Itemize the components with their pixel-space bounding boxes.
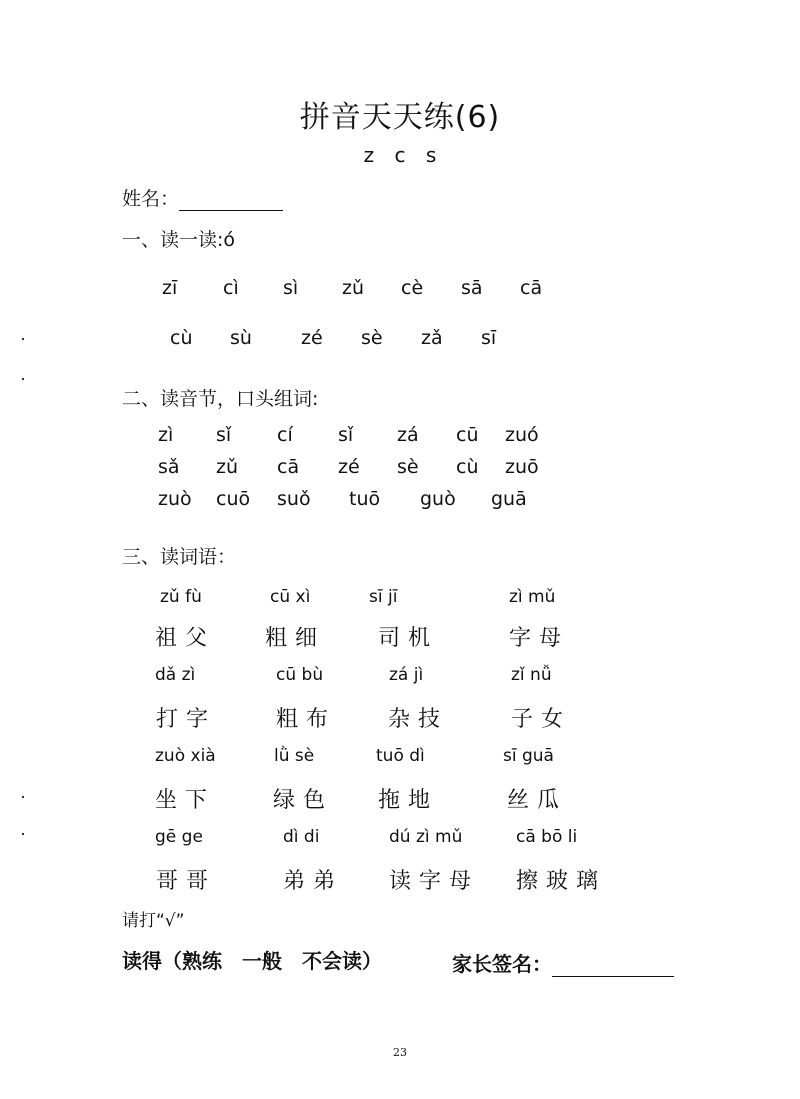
word-hanzi: 弟弟 bbox=[283, 869, 344, 894]
word-pinyin: dì di bbox=[283, 827, 320, 847]
word-hanzi: 丝瓜 bbox=[507, 788, 568, 813]
word-pinyin: cā bō li bbox=[516, 827, 578, 847]
word-pinyin: sī guā bbox=[503, 746, 554, 766]
name-blank-line[interactable] bbox=[179, 190, 283, 211]
read-level-label: 读得（熟练 一般 不会读） bbox=[122, 949, 382, 973]
syllable: zé bbox=[301, 327, 323, 349]
syllable: sī bbox=[481, 327, 497, 349]
word-pinyin: zá jì bbox=[389, 665, 424, 685]
syllable: tuō bbox=[349, 488, 381, 510]
scan-mark bbox=[22, 796, 24, 798]
syllable: cè bbox=[401, 277, 424, 299]
word-hanzi: 司机 bbox=[378, 626, 439, 651]
check-prompt: 请打“√” bbox=[122, 911, 185, 931]
word-pinyin: sī jī bbox=[369, 587, 398, 607]
syllable: cì bbox=[223, 277, 239, 299]
syllable: sǎ bbox=[158, 456, 180, 478]
word-pinyin: dǎ zì bbox=[155, 665, 196, 685]
section1-heading: 一、读一读:ó bbox=[122, 229, 236, 251]
parent-signature bbox=[452, 948, 674, 977]
scan-mark bbox=[22, 833, 24, 835]
syllable: sǐ bbox=[338, 424, 354, 446]
syllable: cí bbox=[277, 424, 293, 446]
syllable: cā bbox=[277, 456, 300, 478]
page-title: 拼音天天练(6) bbox=[299, 100, 501, 135]
word-pinyin: zǐ nǚ bbox=[511, 665, 552, 685]
syllable: sā bbox=[461, 277, 483, 299]
syllable: sǐ bbox=[216, 424, 232, 446]
name-field bbox=[122, 184, 283, 211]
word-hanzi: 擦玻璃 bbox=[516, 869, 607, 894]
word-hanzi: 字母 bbox=[509, 626, 570, 651]
page-subtitle: z c s bbox=[363, 143, 437, 167]
word-pinyin: cū xì bbox=[270, 587, 311, 607]
parent-signature-label: 家长签名： bbox=[452, 952, 552, 976]
syllable: sù bbox=[230, 327, 252, 349]
section3-heading: 三、读词语： bbox=[122, 546, 237, 568]
word-pinyin: dú zì mǔ bbox=[389, 827, 463, 847]
word-pinyin: zuò xià bbox=[155, 746, 216, 766]
word-hanzi: 祖父 bbox=[155, 626, 216, 651]
page-number: 23 bbox=[393, 1046, 407, 1059]
syllable: zǎ bbox=[421, 327, 443, 349]
word-hanzi: 子女 bbox=[511, 707, 572, 732]
syllable: zuò bbox=[158, 488, 192, 510]
word-hanzi: 坐下 bbox=[155, 788, 216, 813]
syllable: sè bbox=[397, 456, 419, 478]
syllable: sì bbox=[283, 277, 299, 299]
word-hanzi: 粗布 bbox=[276, 707, 337, 732]
scan-mark bbox=[22, 378, 24, 380]
syllable: zǔ bbox=[342, 277, 365, 299]
scan-mark bbox=[22, 338, 24, 340]
word-hanzi: 拖地 bbox=[378, 788, 439, 813]
syllable: zǔ bbox=[216, 456, 239, 478]
name-label: 姓名： bbox=[122, 188, 180, 210]
word-pinyin: lǜ sè bbox=[274, 746, 315, 766]
syllable: cuō bbox=[216, 488, 251, 510]
syllable: zuō bbox=[505, 456, 539, 478]
word-pinyin: zì mǔ bbox=[509, 587, 556, 607]
word-hanzi: 读字母 bbox=[389, 869, 480, 894]
word-hanzi: 打字 bbox=[156, 707, 217, 732]
word-hanzi: 杂技 bbox=[388, 707, 449, 732]
word-pinyin: cū bù bbox=[276, 665, 324, 685]
word-hanzi: 粗细 bbox=[265, 626, 326, 651]
syllable: cū bbox=[456, 424, 479, 446]
syllable: guò bbox=[420, 488, 456, 510]
syllable: cù bbox=[170, 327, 193, 349]
word-pinyin: gē ge bbox=[155, 827, 203, 847]
word-hanzi: 哥哥 bbox=[156, 869, 217, 894]
syllable: guā bbox=[491, 488, 527, 510]
syllable: zé bbox=[338, 456, 360, 478]
word-pinyin: zǔ fù bbox=[160, 587, 202, 607]
syllable: zì bbox=[158, 424, 174, 446]
syllable: zuó bbox=[505, 424, 539, 446]
syllable: cā bbox=[520, 277, 543, 299]
syllable: suǒ bbox=[277, 488, 311, 510]
syllable: zī bbox=[162, 277, 178, 299]
syllable: cù bbox=[456, 456, 479, 478]
syllable: sè bbox=[361, 327, 383, 349]
word-pinyin: tuō dì bbox=[376, 746, 425, 766]
section2-heading: 二、读音节，口头组词: bbox=[122, 388, 319, 410]
parent-signature-blank-line[interactable] bbox=[552, 956, 674, 977]
word-hanzi: 绿色 bbox=[273, 788, 334, 813]
syllable: zá bbox=[397, 424, 419, 446]
